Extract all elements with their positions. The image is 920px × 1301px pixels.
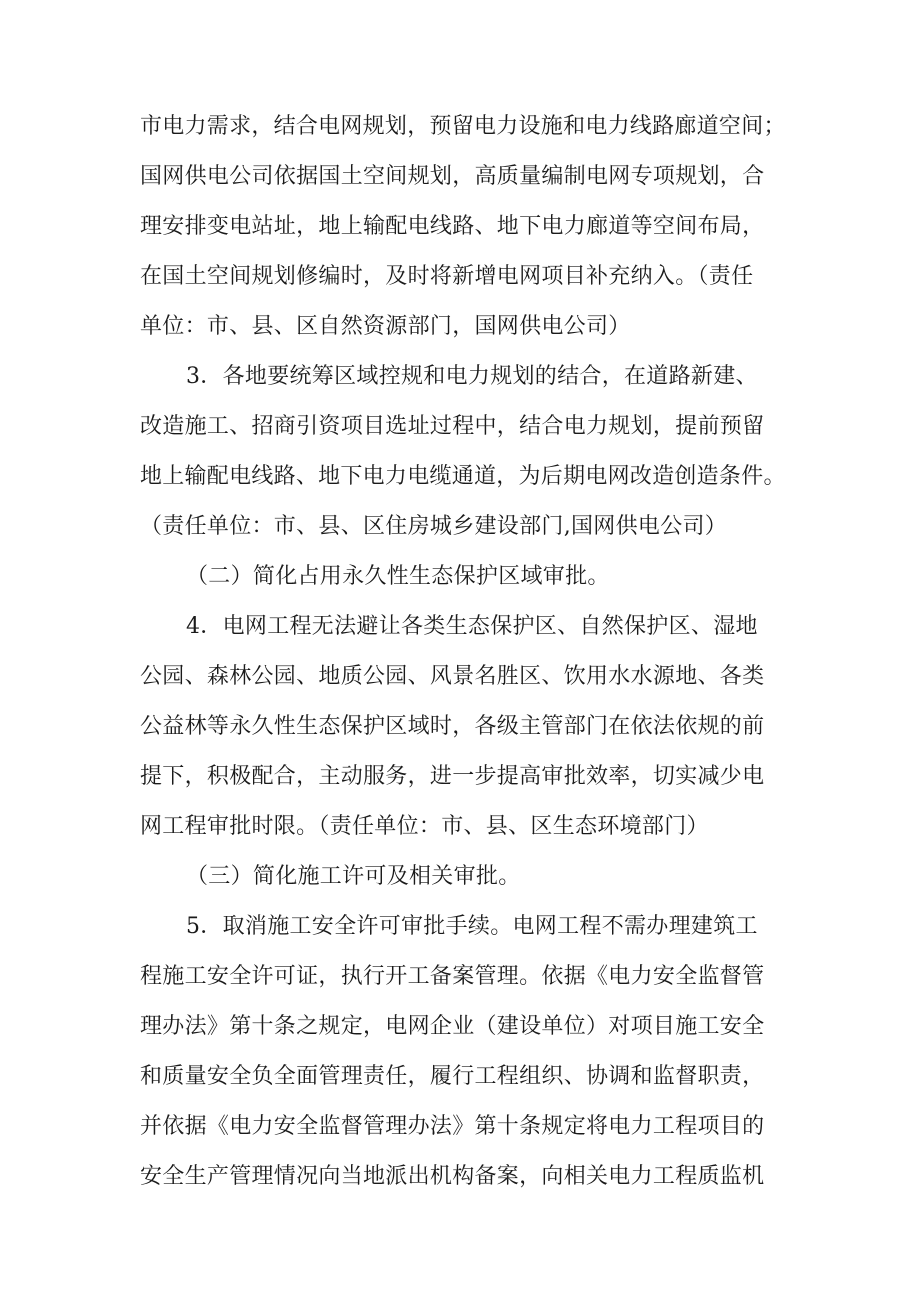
text-line: 3．各地要统筹区域控规和电力规划的结合，在道路新建、 <box>186 364 758 389</box>
text-line: 改造施工、招商引资项目选址过程中，结合电力规划，提前预留 <box>140 414 765 439</box>
text-line: 公益林等永久性生态保护区域时，各级主管部门在依法依规的前 <box>140 714 765 739</box>
text-line: 市电力需求，结合电网规划，预留电力设施和电力线路廊道空间； <box>140 114 786 139</box>
text-line: 地上输配电线路、地下电力电缆通道，为后期电网改造创造条件。 <box>140 464 786 489</box>
text-line: 4．电网工程无法避让各类生态保护区、自然保护区、湿地 <box>186 614 758 639</box>
text-line: 5．取消施工安全许可审批手续。电网工程不需办理建筑工 <box>186 914 758 939</box>
text-line: 提下，积极配合，主动服务，进一步提高审批效率，切实减少电 <box>140 764 765 789</box>
text-line: （责任单位：市、县、区住房城乡建设部门,国网供电公司） <box>140 514 728 539</box>
text-line: 程施工安全许可证，执行开工备案管理。依据《电力安全监督管 <box>140 964 765 989</box>
text-line: 理安排变电站址，地上输配电线路、地下电力廊道等空间布局， <box>140 214 765 239</box>
section-heading: （三）简化施工许可及相关审批。 <box>186 864 521 889</box>
text-line: 和质量安全负全面管理责任，履行工程组织、协调和监督职责， <box>140 1064 765 1089</box>
text-line: 公园、森林公园、地质公园、风景名胜区、饮用水水源地、各类 <box>140 664 765 689</box>
text-line: 安全生产管理情况向当地派出机构备案，向相关电力工程质监机 <box>140 1164 765 1189</box>
section-heading: （二）简化占用永久性生态保护区域审批。 <box>186 564 610 589</box>
text-line: 网工程审批时限。（责任单位：市、县、区生态环境部门） <box>140 814 709 839</box>
text-line: 在国土空间规划修编时，及时将新增电网项目补充纳入。（责任 <box>140 264 754 289</box>
text-line: 并依据《电力安全监督管理办法》第十条规定将电力工程项目的 <box>140 1114 765 1139</box>
text-line: 单位：市、县、区自然资源部门，国网供电公司） <box>140 314 631 339</box>
text-line: 国网供电公司依据国土空间规划，高质量编制电网专项规划，合 <box>140 164 765 189</box>
text-line: 理办法》第十条之规定，电网企业（建设单位）对项目施工安全 <box>140 1014 765 1039</box>
